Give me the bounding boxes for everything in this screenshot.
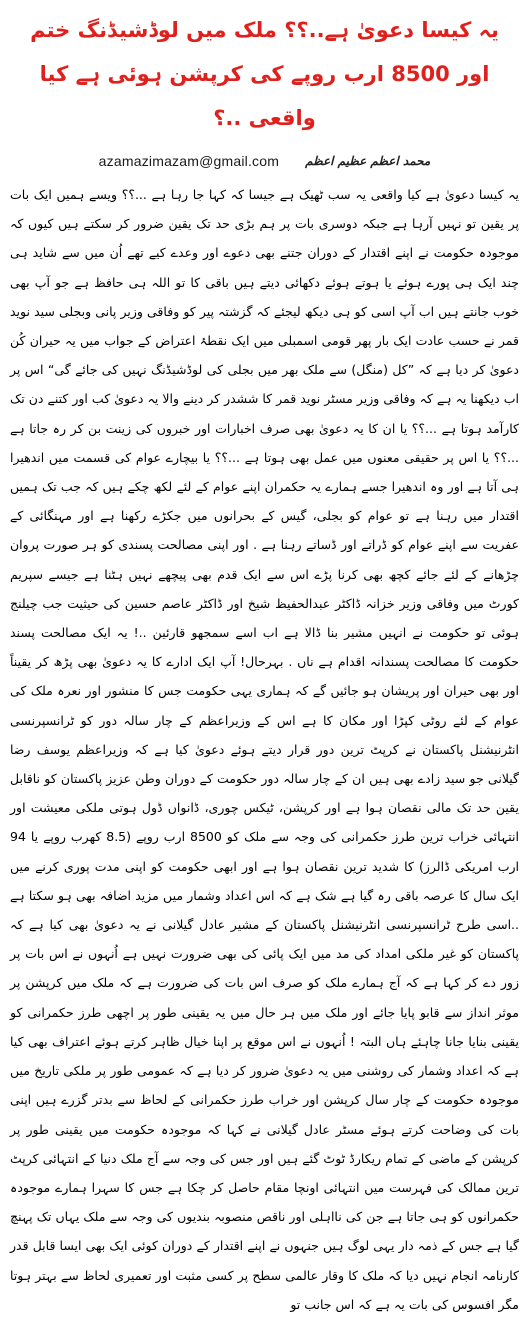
author-name: محمد اعظم عظیم اعظم — [305, 154, 431, 168]
article-body: یہ کیسا دعویٰ ہے کیا واقعی یہ سب ٹھیک ہے جیسا کہ کہا جا رہا ہے ...؟؟ ویسے ہمیں ایک بات پر یقین تو نہیں آرہا ہے جبکہ دوسری بات پر ہم بڑی حد تک یقین ضرور کر سکتے ہیں کیوں کہ موجودہ حکومت نے اپنے اقتدار کے دوران جتنے بھی دعوے اور وعدے کیے تھے اُن میں سے شاید ہی چند ایک ہی پورے ہوئے یا ہوتے ہوئے دکھائی دیتے ہیں باقی کا تو اللہ ہی حافظ ہے جو آپ بھی خوب جانتے ہیں اب آپ اسی کو ہی دیکھ لیجئے کہ گزشتہ پیر کو وفاقی وزیر پانی وبجلی سید نوید قمر نے حسب عادت ایک بار پھر قومی اسمبلی میں ایک نقطۂ اعتراض کے جواب میں یہ حیران کُن دعویٰ کر دیا ہے کہ ”کل (منگل) سے ملک بھر میں بجلی کی لوڈشیڈنگ نہیں کی جائے گی“ اس پر اب دیکھنا یہ ہے کہ وفاقی وزیر مسٹر نوید قمر کا ششدر کر دینے والا یہ دعویٰ کب اور کتنے دن تک کارآمد ہوتا ہے ...؟؟ یا ان کا یہ دعویٰ بھی صرف اخبارات اور خبروں کی زینت بن کر رہ جاتا ہے ...؟؟ یا اس پر حقیقی معنوں میں عمل بھی ہوتا ہے ...؟؟ یا بیچارے عوام کی قسمت میں اندھیرا ہی آتا ہے اور وہ اندھیرا جسے ہمارے یہ حکمران اپنے عوام کے لئے لکھ چکے ہیں کہ جب تک ہمیں اقتدار میں رہنا ہے تو عوام کو بجلی، گیس کے بحرانوں میں جکڑے رکھنا ہے اور مہنگائی کے عفریت سے اپنے عوام کو ڈراتے اور ڈساتے رہنا ہے . اور اپنی مصالحت پسندی کو ہر صورت پروان چڑھانے کے لئے جائے کچھ بھی کرنا پڑے اس سے ایک قدم بھی پیچھے نہیں ہٹنا ہے جیسے سپریم کورٹ میں وفاقی وزیر خزانہ ڈاکٹر عبدالحفیظ شیخ اور ڈاکٹر عاصم حسین کی حیثیت جب چیلنج ہوئی تو حکومت نے انہیں مشیر بنا ڈالا ہے اب اسے سمجھو قارئین ..! یہ ایک مصالحت پسند حکومت کا مصالحت پسندانہ اقدام ہے ناں . بہرحال! آپ ایک ادارے کا یہ دعویٰ بھی پڑھ کر یقیناً اور بھی حیران اور پریشان ہو جائیں گے کہ ہماری یہی حکومت جس کا منشور اور نعرہ ملک کی عوام کے لئے روٹی کپڑا اور مکان کا ہے اس کے وزیراعظم کے چار سالہ دور کو ٹرانسپرنسی انٹرنیشنل پاکستان نے کرپٹ ترین دور قرار دیتے ہوئے دعویٰ کیا ہے کہ وزیراعظم یوسف رضا گیلانی جو سید زادے بھی ہیں ان کے چار سالہ دور حکومت کے دوران وطن عزیز پاکستان کو ناقابل یقین حد تک مالی نقصان ہوا ہے اور کرپشن، ٹیکس چوری، ڈانواں ڈول ہوتی ملکی معیشت اور انتہائی خراب ترین طرز حکمرانی کی وجہ سے ملک کو 8500 ارب روپے (8.5 کھرب روپے یا 94 ارب امریکی ڈالرز) کا شدید ترین نقصان ہوا ہے اور ابھی حکومت کو اپنی مدت پوری کرنے میں ایک سال کا عرصہ باقی رہ گیا ہے شک ہے کہ اس اعداد وشمار میں مزید اضافہ بھی ہو سکتا ہے ..اسی طرح ٹرانسپرنسی انٹرنیشنل پاکستان کے مشیر عادل گیلانی نے یہ دعویٰ بھی کیا ہے کہ پاکستان کو غیر ملکی امداد کی مد میں ایک پائی کی بھی ضرورت نہیں ہے اُنہوں نے اس بات پر زور دے کر کہا ہے کہ آج ہمارے ملک کو صرف اس بات کی ضرورت ہے کہ ملک میں کرپشن پر موثر انداز سے قابو پایا جائے اور ملک میں ہر حال میں یہ یقینی طور پر اچھی طرز حکمرانی کو یقینی بنایا جانا چاہئے ہاں البتہ ! اُنہوں نے اس موقع پر اپنا خیال ظاہر کرتے ہوئے اعتراف بھی کیا ہے کہ اعداد وشمار کی روشنی میں یہ دعویٰ ضرور کر دیا ہے کہ عمومی طور پر ملکی تاریخ میں موجودہ حکومت کے چار سال کرپشن اور خراب طرز حکمرانی کے لحاظ سے بدتر گزرے ہیں اپنی بات کی وضاحت کرتے ہوئے مسٹر عادل گیلانی نے کہا کہ موجودہ حکومت میں یقینی طور پر کرپشن کے ماضی کے تمام ریکارڈ ٹوٹ گئے ہیں اور جس کی وجہ سے آج ملک دنیا کے انتہائی کرپٹ ترین ممالک کی فہرست میں انتہائی اونچا مقام حاصل کر چکا ہے جس کا سہرا ہمارے موجودہ حکمرانوں کو ہی جاتا ہے جن کی نااہلی اور ناقص منصوبہ بندیوں کی وجہ سے ملک یہاں تک پہنچ گیا ہے جس کے ذمہ دار یہی لوگ ہیں جنہوں نے اپنے اقتدار کے دوران کوئی ایک بھی ایسا قابل قدر کارنامہ انجام نہیں دیا کہ ملک کا وقار عالمی سطح پر کسی مثبت اور تعمیری لحاظ سے بہتر ہوتا مگر افسوس کی بات یہ ہے کہ اس جانب تو — [10, 187, 520, 1312]
author-email: azamazimazam@gmail.com — [98, 153, 280, 169]
article-page — [0, 8, 529, 1312]
article-headline: یہ کیسا دعویٰ ہے..؟؟ ملک میں لوڈشیڈنگ ختم اور 8500 ارب روپے کی کرپشن ہوئی ہے کیا واقعی ..؟ — [30, 18, 499, 130]
byline — [0, 146, 529, 176]
